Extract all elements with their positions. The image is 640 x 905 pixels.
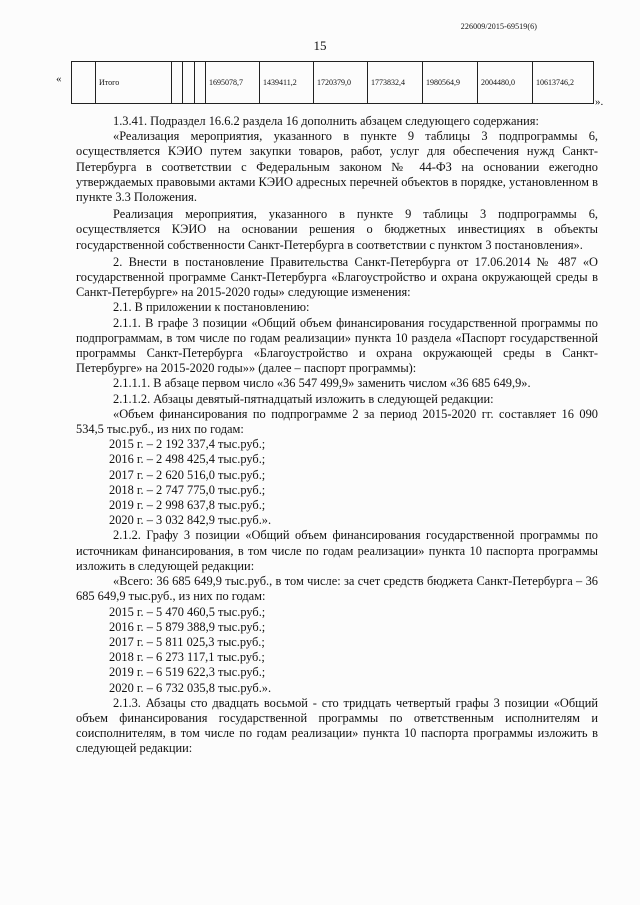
table-cell-value: 2004480,0 xyxy=(478,62,533,104)
year-line: 2017 г. – 2 620 516,0 тыс.руб.; xyxy=(109,467,266,482)
financing-total-table xyxy=(71,61,594,104)
table-cell-value: 1720379,0 xyxy=(314,62,368,104)
paragraph: 2.1.1.2. Абзацы девятый-пятнадцатый изложить в следующей редакции: xyxy=(113,391,494,406)
table-cell-label: Итого xyxy=(96,62,172,104)
paragraph: 2.1.1.1. В абзаце первом число «36 547 499,9» заменить числом «36 685 649,9». xyxy=(113,376,531,391)
year-line: 2019 г. – 6 519 622,3 тыс.руб.; xyxy=(109,665,266,680)
year-line: 2016 г. – 2 498 425,4 тыс.руб.; xyxy=(109,452,266,467)
year-line: 2018 г. – 2 747 775,0 тыс.руб.; xyxy=(109,482,266,497)
paragraph: «Всего: 36 685 649,9 тыс.руб., в том числе: за счет средств бюджета Санкт-Петербурга – 36 685 649,9 тыс.руб., из них по годам: xyxy=(76,574,598,604)
document-number: 226009/2015-69519(6) xyxy=(460,22,537,31)
table-close-quote: ». xyxy=(595,96,604,108)
table-cell-empty xyxy=(72,62,96,104)
table-cell-empty xyxy=(172,62,183,104)
year-line: 2020 г. – 6 732 035,8 тыс.руб.». xyxy=(109,680,272,695)
year-line: 2019 г. – 2 998 637,8 тыс.руб.; xyxy=(109,498,266,513)
document-body xyxy=(76,114,598,757)
paragraph: 2.1.2. Графу 3 позиции «Общий объем финансирования государственной программы по источникам финансирования, в том числе по годам реализации» пункта 10 паспорта программы изложить в следующей редакции: xyxy=(76,528,598,573)
year-line: 2017 г. – 5 811 025,3 тыс.руб.; xyxy=(109,634,265,649)
paragraph: «Реализация мероприятия, указанного в пункте 9 таблицы 3 подпрограммы 6, осуществляется КЭИО путем закупки товаров, работ, услуг для обеспечения нужд Санкт-Петербурга в соответствии с Федеральным законом № 44-ФЗ на основании ежегодно утверждаемых правовыми актами КЭИО адресных перечней объектов в порядке, установленном в пункте 3.3 Положения. xyxy=(76,129,598,205)
paragraph: 1.3.41. Подраздел 16.6.2 раздела 16 дополнить абзацем следующего содержания: xyxy=(113,114,539,128)
table-cell-empty xyxy=(183,62,195,104)
paragraph: 2.1. В приложении к постановлению: xyxy=(113,300,310,315)
table-row xyxy=(72,62,594,104)
year-line: 2018 г. – 6 273 117,1 тыс.руб.; xyxy=(109,650,265,665)
table-cell-value: 1695078,7 xyxy=(206,62,260,104)
paragraph: 2. Внести в постановление Правительства Санкт-Петербурга от 17.06.2014 № 487 «О государственной программе Санкт-Петербурга «Благоустройство и охрана окружающей среды в Санкт-Петербурге» на 2015-2020 годы» следующие изменения: xyxy=(76,254,598,300)
table-cell-value: 1439411,2 xyxy=(260,62,314,104)
paragraph: 2.1.1. В графе 3 позиции «Общий объем финансирования государственной программы по подпрограммам, в том числе по годам реализации» пункта 10 раздела «Паспорт государственной программы Санкт-Петербурга «Благоустройство и охрана окружающей среды в Санкт-Петербурге» на 2015-2020 годы»» (далее – паспорт программы): xyxy=(76,315,598,376)
year-line: 2015 г. – 2 192 337,4 тыс.руб.; xyxy=(109,437,266,452)
year-line: 2016 г. – 5 879 388,9 тыс.руб.; xyxy=(109,619,266,634)
year-line: 2020 г. – 3 032 842,9 тыс.руб.». xyxy=(109,513,272,528)
page-number: 15 xyxy=(313,38,327,53)
paragraph: «Объем финансирования по подпрограмме 2 за период 2015-2020 гг. составляет 16 090 534,5 тыс.руб., из них по годам: xyxy=(76,406,598,437)
table-cell-empty xyxy=(195,62,206,104)
table-open-quote: « xyxy=(56,73,62,85)
table-cell-value: 1773832,4 xyxy=(368,62,423,104)
year-line: 2015 г. – 5 470 460,5 тыс.руб.; xyxy=(109,604,266,619)
paragraph: Реализация мероприятия, указанного в пункте 9 таблицы 3 подпрограммы 6, осуществляется КЭИО на основании решения о бюджетных инвестициях в объекты государственной собственности Санкт-Петербурга в соответствии с пунктом 3 постановления». xyxy=(76,207,598,252)
table-cell-total: 10613746,2 xyxy=(533,62,594,104)
table-cell-value: 1980564,9 xyxy=(423,62,478,104)
paragraph: 2.1.3. Абзацы сто двадцать восьмой - сто тридцать четвертый графы 3 позиции «Общий объем финансирования государственной программы по ответственным исполнителям и соисполнителям, в том числе по годам реализации» пункта 10 паспорта программы изложить в следующей редакции: xyxy=(76,695,598,756)
